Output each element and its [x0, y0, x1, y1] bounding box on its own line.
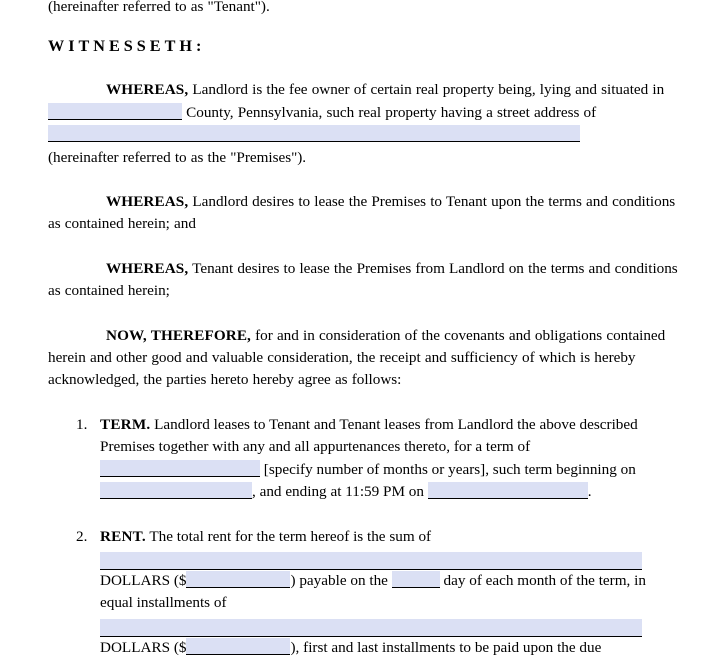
recital-text: Landlord desires to lease the Premises to Tenant upon the terms and conditions as contained herein; and — [48, 193, 675, 232]
tenant-definition-line: (hereinafter referred to as "Tenant"). — [48, 0, 682, 18]
spacer — [48, 57, 682, 79]
clause-text-2: [specify number of months or years], such term beginning on — [260, 461, 636, 478]
total-rent-amount-field[interactable] — [186, 571, 290, 588]
total-rent-words-field[interactable] — [100, 552, 642, 570]
clause-text-4: ), first and last installments to be paid upon the due — [290, 639, 601, 656]
clause-heading: TERM. — [100, 416, 150, 433]
recital-lead: WHEREAS, — [106, 81, 188, 98]
premises-definition-line: (hereinafter referred to as the "Premises"). — [48, 147, 682, 169]
recital-lead: NOW, THEREFORE, — [106, 327, 251, 344]
term-length-field[interactable] — [100, 460, 260, 477]
clause-heading: RENT. — [100, 528, 146, 545]
recital-text: Tenant desires to lease the Premises from Landlord on the terms and conditions as contained herein; — [48, 260, 678, 299]
dollars-label: DOLLARS ($ — [100, 572, 186, 589]
installment-words-field[interactable] — [100, 619, 642, 637]
clause-text-1: The total rent for the term hereof is the sum of — [146, 528, 431, 545]
clause-text-3: , and ending at 11:59 PM on — [252, 483, 428, 500]
recital-text: for and in consideration of the covenants and obligations contained herein and other good and valuable consideration, the receipt and sufficiency of which is hereby acknowledged, the parties hereto hereby agree as follows: — [48, 327, 665, 389]
witnesseth-heading: WITNESSETH: — [48, 35, 682, 57]
dollars-label: DOLLARS ($ — [100, 639, 186, 656]
installment-amount-field[interactable] — [186, 638, 290, 655]
clause-marker: 2. — [76, 526, 87, 548]
spacer — [48, 504, 682, 526]
recital-lead: WHEREAS, — [106, 193, 188, 210]
recital-text-after-county: County, Pennsylvania, such real property having a street address of — [182, 104, 596, 121]
clause-text-4: . — [588, 483, 592, 500]
term-end-date-field[interactable] — [428, 482, 588, 499]
recital-now-therefore — [48, 325, 682, 392]
clause-rent — [48, 526, 682, 659]
street-address-field[interactable] — [48, 125, 580, 142]
spacer — [48, 392, 682, 414]
recital-text-before-county: Landlord is the fee owner of certain real property being, lying and situated in — [188, 81, 664, 98]
clause-text-1: Landlord leases to Tenant and Tenant leases from Landlord the above described Premises together with any and all appurtenances thereto, for a term of — [100, 416, 638, 455]
recital-landlord-desires — [48, 191, 682, 236]
clause-text-2: ) payable on the — [290, 572, 391, 589]
spacer — [48, 18, 682, 35]
installment-amount-line — [100, 637, 682, 659]
clause-marker: 1. — [76, 414, 87, 436]
term-begin-date-field[interactable] — [100, 482, 252, 499]
spacer — [48, 236, 682, 258]
clause-text-3: day of each month of the term, in equal installments of — [100, 572, 646, 611]
rent-due-day-field[interactable] — [392, 571, 440, 588]
county-field[interactable] — [48, 103, 182, 120]
clause-term — [48, 414, 682, 504]
recital-lead: WHEREAS, — [106, 260, 188, 277]
recital-whereas-premises — [48, 79, 682, 146]
rent-amount-line — [100, 570, 682, 615]
spacer — [48, 303, 682, 325]
spacer — [48, 169, 682, 191]
recital-tenant-desires — [48, 258, 682, 303]
